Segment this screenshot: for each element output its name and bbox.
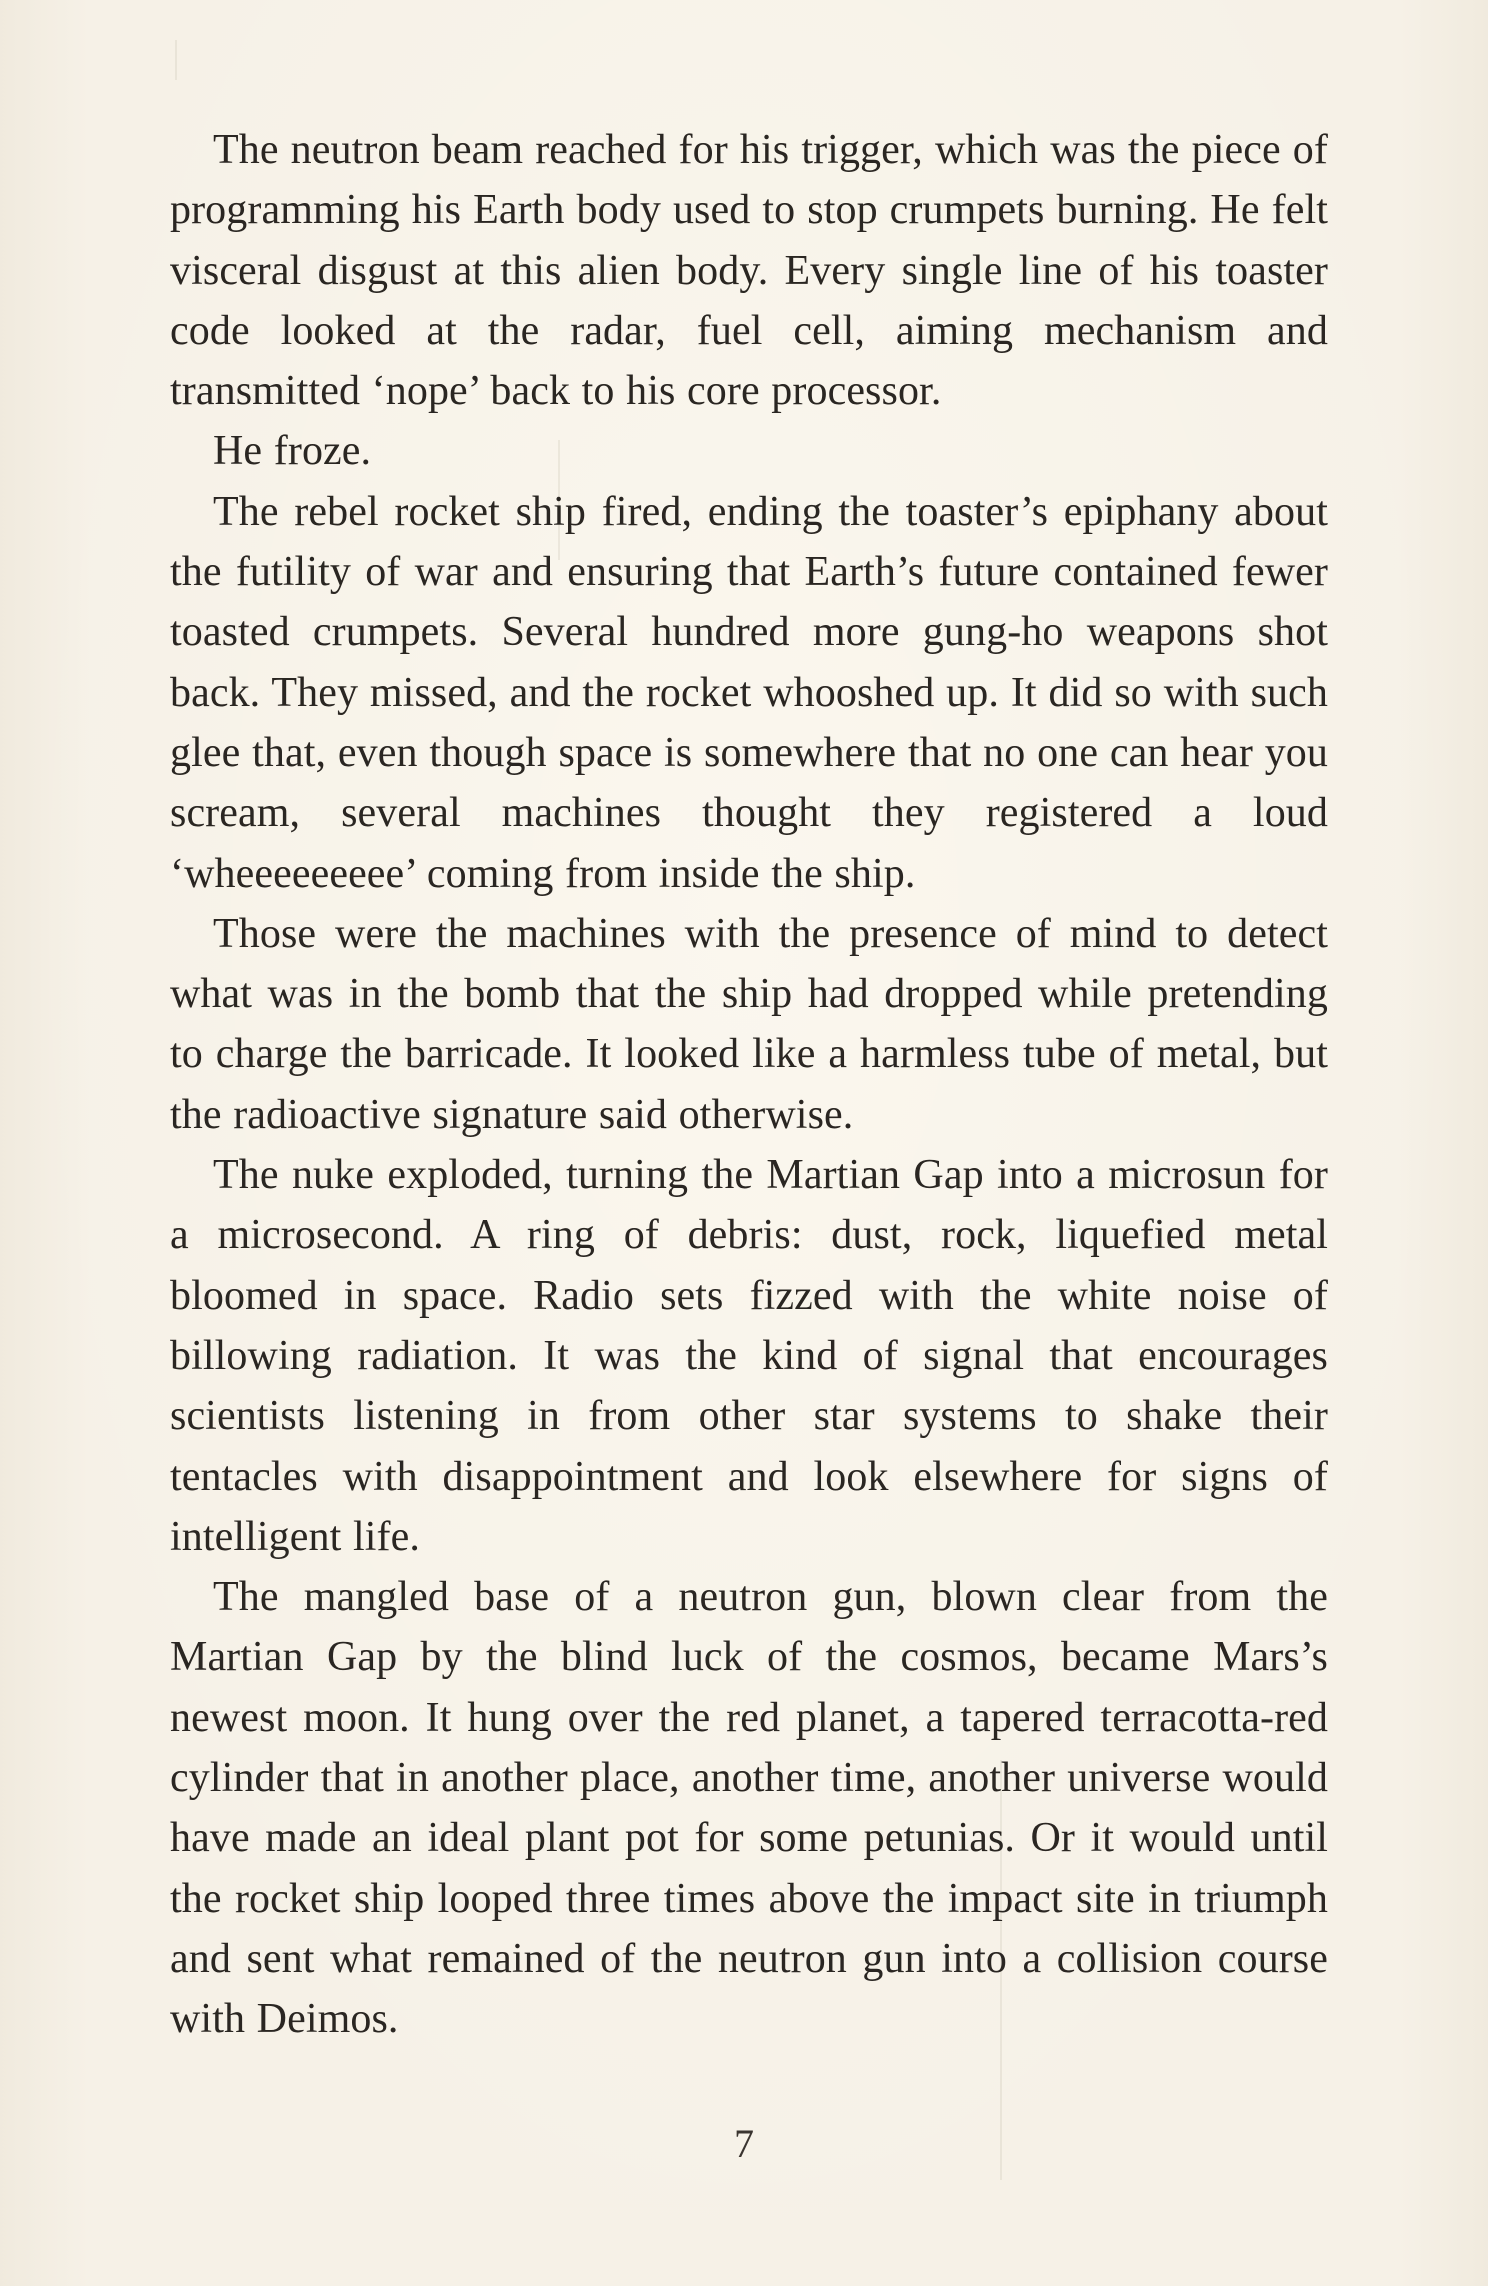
paragraph-5: The nuke exploded, turning the Martian Gap into a microsun for a microsecond. A ring of debris: dust, rock, liquefied metal bloomed in space. Radio sets fizzed with the white noise of billowing radiation. It was the kind of signal that encourages scientists listening in from other star systems to shake their tentacles with disappointment and look elsewhere for signs of intelligent life. (170, 1152, 1328, 1560)
paper-crease (175, 40, 177, 80)
paragraph-6: The mangled base of a neutron gun, blown clear from the Martian Gap by the blind luck of the cosmos, became Mars’s newest moon. It hung over the red planet, a tapered terracotta-red cylinder that in another place, another time, another universe would have made an ideal plant pot for some petunias. Or it would until the rocket ship looped three times above the impact site in triumph and sent what remained of the neutron gun into a collision course with Deimos. (170, 1574, 1328, 2043)
page-number: 7 (734, 2121, 754, 2166)
paragraph-3: The rebel rocket ship fired, ending the toaster’s epiphany about the futility of war and ensuring that Earth’s future contained fewer toasted crumpets. Several hundred more gung-ho weapons shot back. They missed, and the rocket whooshed up. It did so with such glee that, even though space is somewhere that no one can hear you scream, several machines thought they registered a loud ‘wheeeeeeeee’ coming from inside the ship. (170, 488, 1328, 897)
paragraph-4: Those were the machines with the presence of mind to detect what was in the bomb that the ship had dropped while pretending to charge the barricade. It looked like a harmless tube of metal, but the radioactive signature said otherwise. (170, 910, 1328, 1138)
paragraph-2: He froze. (213, 428, 372, 475)
paragraph-1: The neutron beam reached for his trigger, which was the piece of programming his Earth body used to stop crumpets burning. He felt visceral disgust at this alien body. Every single line of his toaster code looked at the radar, fuel cell, aiming mechanism and transmitted ‘nope’ back to his core processor. (170, 127, 1328, 415)
body-text (170, 120, 1328, 2050)
